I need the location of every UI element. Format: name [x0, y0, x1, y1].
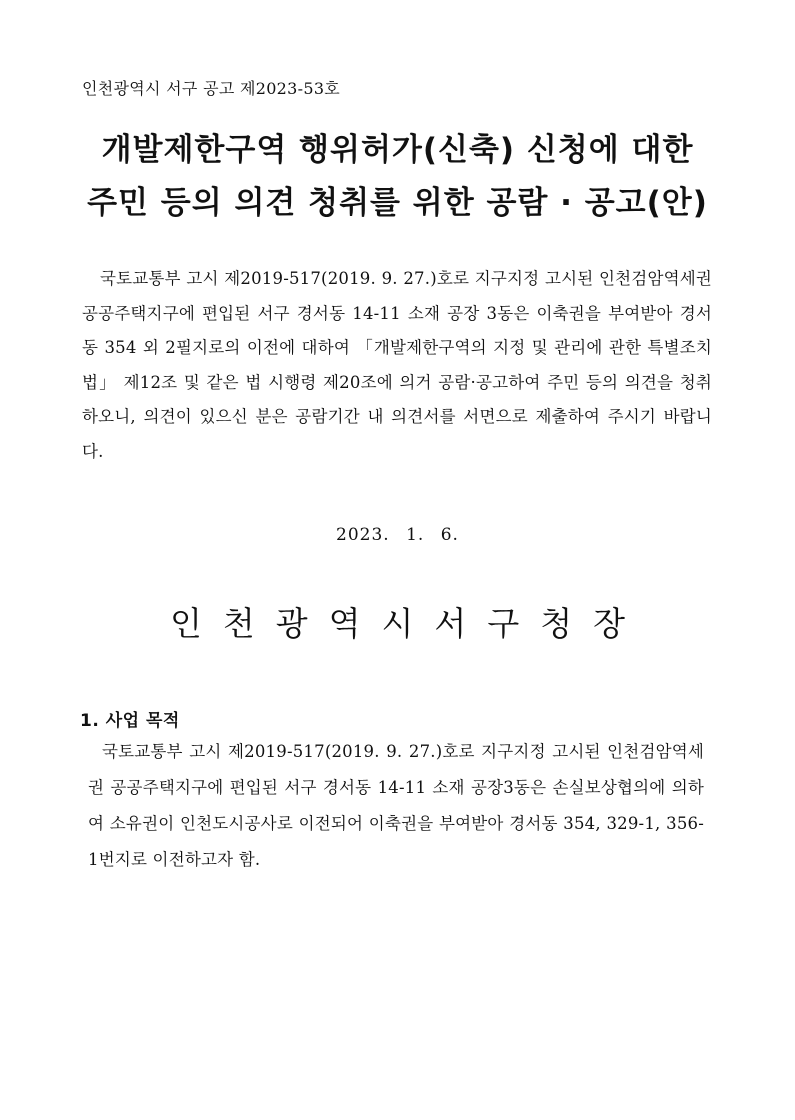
- document-title-line-1: 개발제한구역 행위허가(신축) 신청에 대한: [101, 132, 694, 168]
- issue-date: 2023. 1. 6.: [336, 525, 459, 545]
- section-body-purpose: 국토교통부 고시 제2019-517(2019. 9. 27.)호로 지구지정 고시된 인천검암역세권 공공주택지구에 편입된 서구 경서동 14-11 소재 공장3동은 손실보상협의에 의하여 소유권이 인천도시공사로 이전되어 이축권을 부여받아 경서동 354, 329-1, 356-1번지로 이전하고자 함.: [88, 742, 704, 869]
- issuer-name: 인천광역시서구청장: [170, 604, 646, 643]
- section-heading-purpose: 1. 사업 목적: [80, 711, 180, 731]
- document-number: 인천광역시 서구 공고 제2023-53호: [82, 79, 341, 98]
- document-title-line-2: 주민 등의 의견 청취를 위한 공람 · 공고(안): [87, 185, 708, 221]
- intro-paragraph: 국토교통부 고시 제2019-517(2019. 9. 27.)호로 지구지정 고시된 인천검암역세권 공공주택지구에 편입된 서구 경서동 14-11 소재 공장 3동은 이축권을 부여받아 경서동 354 외 2필지로의 이전에 대하여 「개발제한구역의 지정 및 관리에 관한 특별조치법」 제12조 및 같은 법 시행령 제20조에 의거 공람·공고하여 주민 등의 의견을 청취하오니, 의견이 있으신 분은 공람기간 내 의견서를 서면으로 제출하여 주시기 바랍니다.: [82, 269, 712, 461]
